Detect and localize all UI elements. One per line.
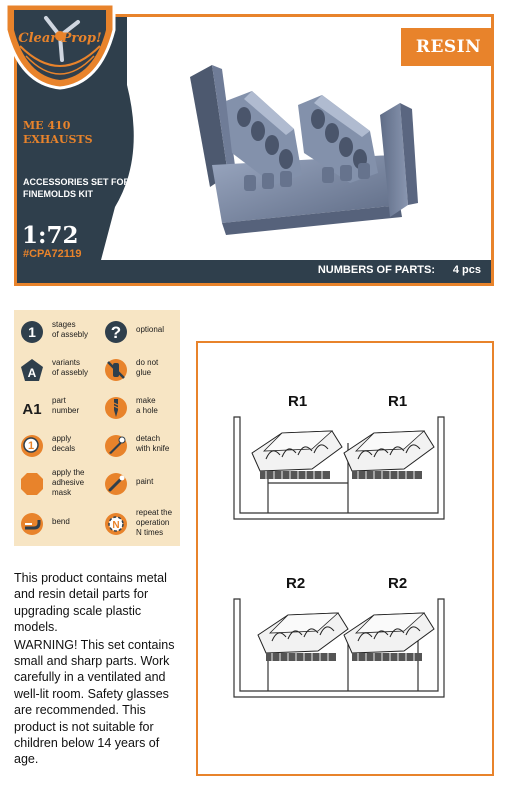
svg-text:1: 1 <box>28 324 36 340</box>
part-label-r1-left: R1 <box>288 393 308 410</box>
legend-item-variants: A variants of assebly <box>14 354 96 386</box>
product-info-text <box>14 570 184 768</box>
bend-icon <box>20 512 44 536</box>
scale-label: 1:72 <box>22 222 79 249</box>
assembly-drawing-panel <box>196 341 494 776</box>
legend-item-paint: paint <box>98 468 180 500</box>
legend-item-part-number: A1 part number <box>14 392 96 424</box>
product-title <box>23 119 133 147</box>
legend-item-stages: 1 stages of assebly <box>14 316 96 348</box>
knife-icon <box>104 434 128 458</box>
product-subtitle-line2: FINEMOLDS KIT <box>23 189 93 199</box>
safety-warning: WARNING! This set contains small and sharp parts. Work carefully in a ventilated and well-lit room. Safety glasses are recommended. This product is not suitable for children below 14 years of age. <box>14 637 175 767</box>
product-description: This product contains metal and resin detail parts for upgrading scale plastic models. <box>14 571 167 635</box>
parts-count-value: 4 pcs <box>452 264 481 276</box>
no-glue-icon <box>104 358 128 382</box>
paint-brush-icon <box>104 472 128 496</box>
adhesive-mask-icon <box>20 472 44 496</box>
legend-item-do-not-glue: do not glue <box>98 354 180 386</box>
part-label-r1-right: R1 <box>388 393 408 410</box>
svg-text:A1: A1 <box>22 401 42 418</box>
parts-count-bar <box>17 260 491 283</box>
decal-icon <box>20 434 44 458</box>
legend-item-bend: bend <box>14 508 96 540</box>
parts-count-label: NUMBERS OF PARTS: <box>317 264 435 276</box>
question-mark-icon <box>104 320 128 344</box>
exhaust-line-drawing <box>198 343 492 774</box>
svg-text:1: 1 <box>27 440 35 452</box>
repeat-icon <box>104 512 128 536</box>
catalog-number: #CPA72119 <box>23 248 82 260</box>
resin-badge: RESIN <box>401 28 494 66</box>
legend-item-optional: ? optional <box>98 316 180 348</box>
svg-text:A: A <box>27 366 37 380</box>
svg-text:?: ? <box>110 323 122 342</box>
legend-item-repeat: N repeat the operation N times <box>98 508 180 540</box>
stage-number-icon <box>20 320 44 344</box>
svg-text:N: N <box>112 520 120 531</box>
product-subtitle <box>23 176 139 200</box>
product-subtitle-line1: ACCESSORIES SET FOR <box>23 177 131 187</box>
legend-item-detach-knife: detach with knife <box>98 430 180 462</box>
clear-prop-logo <box>0 0 120 92</box>
instruction-symbol-legend <box>14 310 180 546</box>
legend-item-apply-decals: 1 apply decals <box>14 430 96 462</box>
legend-item-make-hole: make a hole <box>98 392 180 424</box>
legend-item-adhesive-mask: apply the adhesive mask <box>14 468 96 500</box>
drill-icon <box>104 396 128 420</box>
resin-exhaust-render <box>182 55 422 243</box>
part-label-r2-left: R2 <box>286 575 306 592</box>
product-title-line1: ME 410 <box>23 119 71 132</box>
part-label-r2-right: R2 <box>388 575 408 592</box>
logo-text: Clear Prop! <box>18 31 102 46</box>
part-number-icon <box>20 396 44 420</box>
pentagon-variant-icon <box>20 358 44 382</box>
product-title-line2: EXHAUSTS <box>23 133 93 146</box>
